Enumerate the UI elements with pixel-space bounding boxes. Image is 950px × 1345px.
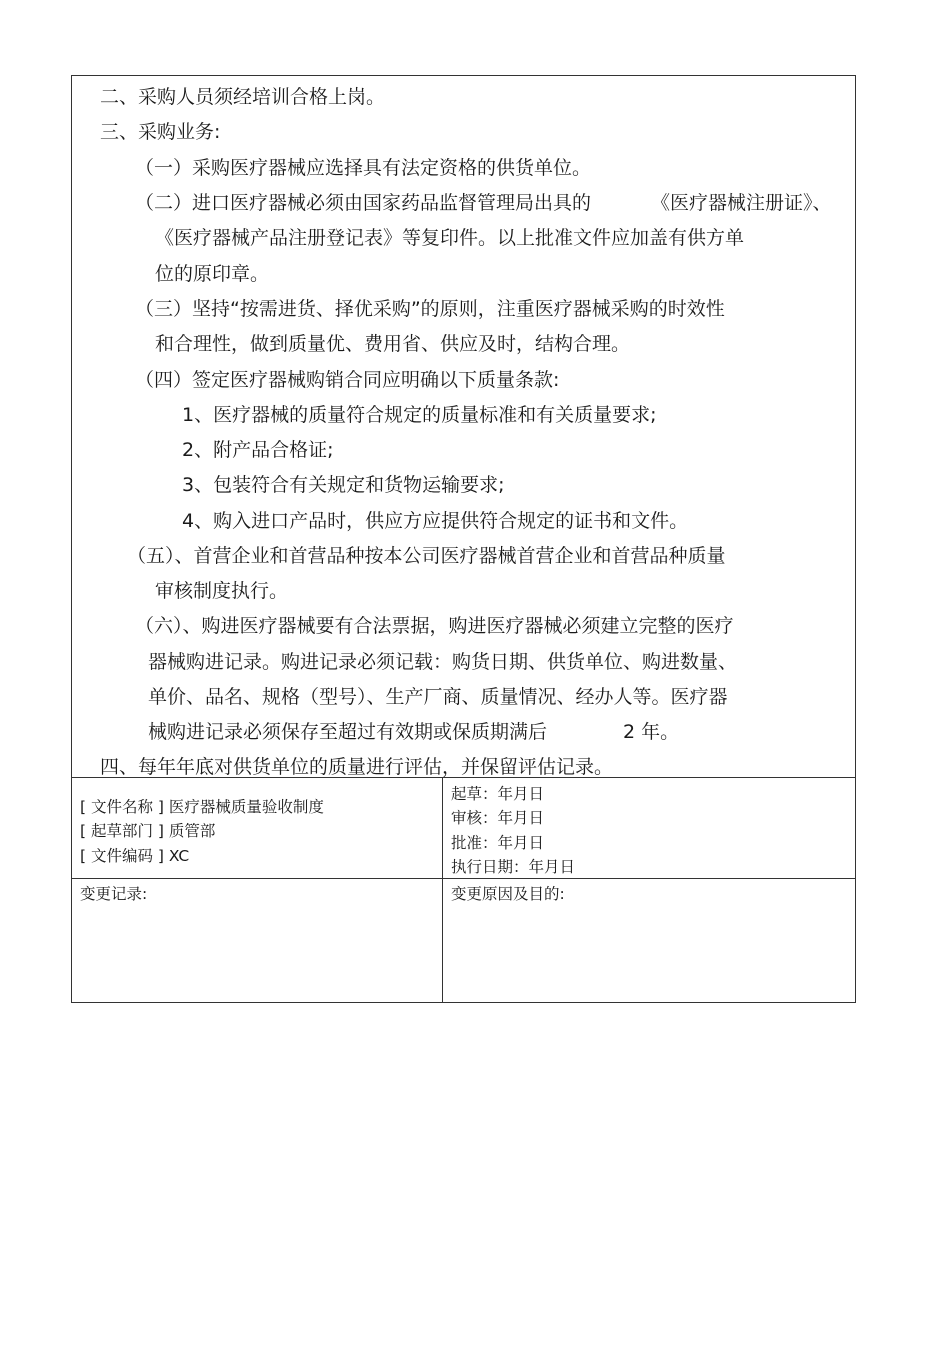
clause-4-item-3: 3、包装符合有关规定和货物运输要求;	[182, 474, 505, 496]
section-3-heading: 三、采购业务:	[100, 121, 221, 143]
approved-date: 批准：年月日	[451, 834, 545, 852]
clause-5-line-1: （五）、首营企业和首营品种按本公司医疗器械首营企业和首营品种质量	[127, 545, 726, 567]
clause-2-line-2: 《医疗器械产品注册登记表》等复印件。以上批准文件应加盖有供方单	[155, 227, 745, 249]
clause-6-line-2: 器械购进记录。购进记录必须记载：购货日期、供货单位、购进数量、	[148, 651, 738, 673]
section-4-heading: 四、每年年底对供货单位的质量进行评估，并保留评估记录。	[100, 756, 614, 778]
clause-3-line-1: （三）坚持“按需进货、择优采购”的原则，注重医疗器械采购的时效性	[135, 298, 725, 320]
clause-1: （一）采购医疗器械应选择具有法定资格的供货单位。	[135, 157, 592, 179]
clause-4-item-4: 4、购入进口产品时，供应方应提供符合规定的证书和文件。	[182, 510, 689, 532]
clause-6-line-3: 单价、品名、规格（型号）、生产厂商、质量情况、经办人等。医疗器	[148, 686, 728, 708]
clause-4-item-1: 1、医疗器械的质量符合规定的质量标准和有关质量要求;	[182, 404, 657, 426]
file-code: [ 文件编码 ] XC	[80, 847, 190, 865]
drafted-date: 起草：年月日	[451, 785, 545, 803]
section-2-heading: 二、采购人员须经培训合格上岗。	[100, 86, 386, 108]
reviewed-date: 审核：年月日	[451, 809, 545, 827]
clause-6-line-1: （六）、购进医疗器械要有合法票据，购进医疗器械必须建立完整的医疗	[135, 615, 734, 637]
effective-date: 执行日期：年月日	[451, 858, 576, 876]
clause-4-item-2: 2、附产品合格证;	[182, 439, 334, 461]
clause-6-line-4: 械购进记录必须保存至超过有效期或保质期满后	[148, 721, 548, 743]
clause-3-line-2: 和合理性，做到质量优、费用省、供应及时，结构合理。	[155, 333, 631, 355]
divider-info-changes	[71, 878, 856, 879]
clause-2-line-1: （二）进口医疗器械必须由国家药品监督管理局出具的	[135, 192, 592, 214]
column-divider	[442, 777, 443, 1003]
clause-5-line-2: 审核制度执行。	[155, 580, 289, 602]
clause-2-line-3: 位的原印章。	[155, 263, 270, 285]
clause-4-heading: （四）签定医疗器械购销合同应明确以下质量条款:	[135, 369, 560, 391]
clause-2-line-1-tail: 《医疗器械注册证》、	[651, 192, 832, 214]
drafting-department: [ 起草部门 ] 质管部	[80, 822, 216, 840]
file-name: [ 文件名称 ] 医疗器械质量验收制度	[80, 798, 324, 816]
change-record-label: 变更记录:	[80, 885, 148, 903]
change-reason-label: 变更原因及目的:	[451, 885, 565, 903]
clause-6-line-4-tail: 2 年。	[623, 721, 680, 743]
